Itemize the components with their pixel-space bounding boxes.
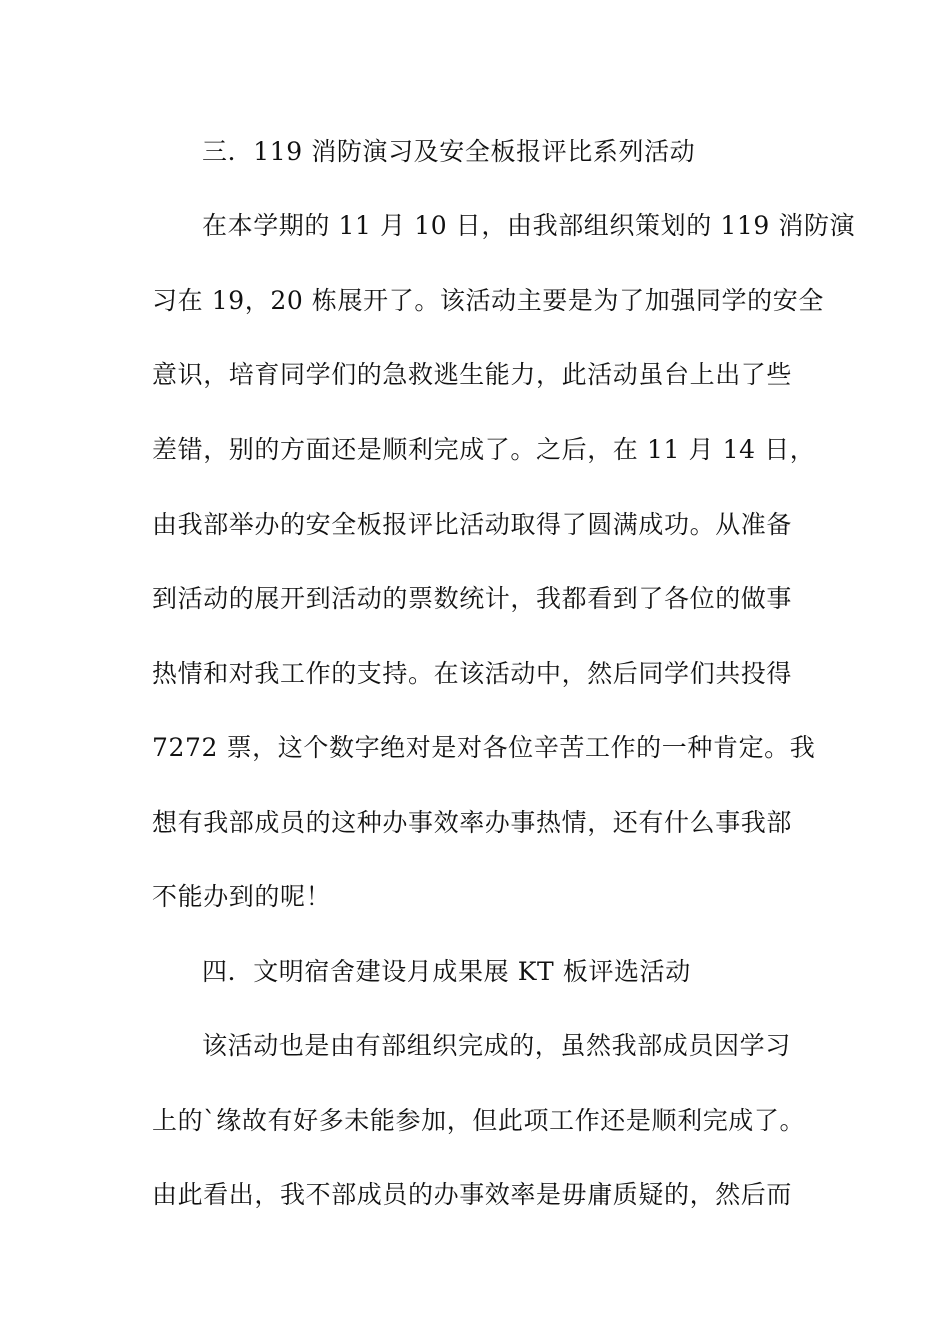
paragraph-line: 习在 19，20 栋展开了。该活动主要是为了加强同学的安全 [152,286,824,315]
paragraph-line: 上的`缘故有好多未能参加，但此项工作还是顺利完成了。 [152,1106,806,1135]
paragraph-line: 该活动也是由有部组织完成的，虽然我部成员因学习 [202,1031,791,1060]
paragraph-line: 想有我部成员的这种办事效率办事热情，还有什么事我部 [152,808,793,837]
paragraph-line: 由此看出，我不部成员的办事效率是毋庸质疑的，然后而 [152,1180,793,1209]
section-heading-4: 四．文明宿舍建设月成果展 KT 板评选活动 [202,957,691,986]
paragraph-line: 不能办到的呢！ [152,882,332,911]
paragraph-line: 差错，别的方面还是顺利完成了。之后，在 11 月 14 日， [152,435,816,464]
paragraph-line: 7272 票，这个数字绝对是对各位辛苦工作的一种肯定。我 [152,733,816,762]
paragraph-line: 意识，培育同学们的急救逃生能力，此活动虽台上出了些 [152,360,793,389]
paragraph-line: 到活动的展开到活动的票数统计，我都看到了各位的做事 [152,584,793,613]
section-heading-3: 三．119 消防演习及安全板报评比系列活动 [202,137,696,166]
paragraph-line: 热情和对我工作的支持。在该活动中，然后同学们共投得 [152,659,793,688]
paragraph-line: 由我部举办的安全板报评比活动取得了圆满成功。从准备 [152,510,793,539]
paragraph-line: 在本学期的 11 月 10 日，由我部组织策划的 119 消防演 [202,211,856,240]
